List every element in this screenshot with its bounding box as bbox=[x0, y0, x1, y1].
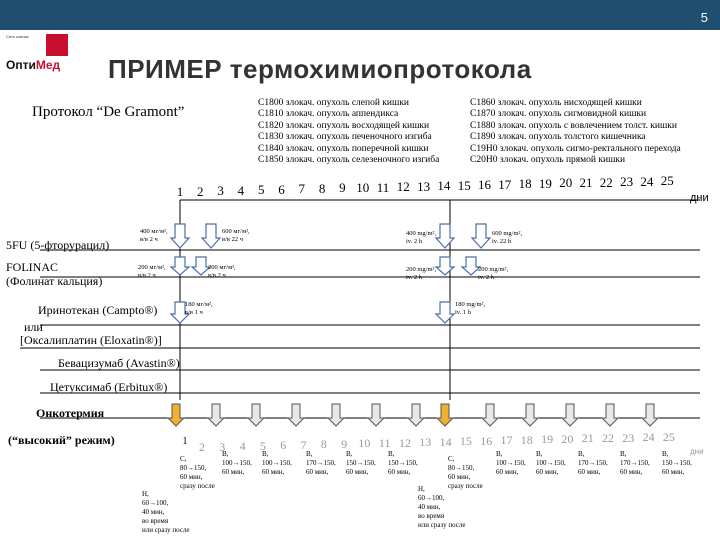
day-label-bottom: 20 bbox=[561, 431, 574, 446]
arrow-fu-day16 bbox=[472, 224, 490, 248]
dose-fu-day2: 600 мг/м², в/в 22 ч bbox=[222, 228, 250, 243]
day-label: 15 bbox=[457, 177, 471, 193]
icd-item: С1880 злокач. опухоль с вовлечением толст. кишки bbox=[470, 120, 677, 131]
day-label-bottom: 15 bbox=[459, 434, 472, 449]
onko-note-day7: В, 170→150, 60 мин, bbox=[306, 450, 336, 476]
dose-fol-day15: 200 mg/m², iv. 2 h bbox=[406, 266, 437, 281]
icd-item: С1810 злокач. опухоль аппендикса bbox=[258, 109, 399, 120]
day2-first: 1 bbox=[182, 436, 188, 447]
day-label: 20 bbox=[559, 175, 573, 191]
day-label: 16 bbox=[478, 177, 491, 193]
arrow-onko-day3 bbox=[208, 404, 224, 426]
day-label: 3 bbox=[217, 183, 224, 199]
row-label-mode: (“высокий” режим) bbox=[8, 433, 115, 447]
day-label-bottom: 24 bbox=[642, 430, 655, 445]
onko-note-day1: С, 80→150, 60 мин, сразу после bbox=[180, 455, 215, 490]
arrow-fu-day15 bbox=[436, 224, 454, 248]
arrow-onko-day21 bbox=[562, 404, 578, 426]
dose-iri-day15: 180 mg/m², iv. 1 h bbox=[455, 301, 486, 316]
row-label-5fu: 5FU (5-фторурацил) bbox=[6, 238, 110, 252]
day-label: 12 bbox=[396, 179, 410, 195]
onko-note-day21: В, 170→150, 60 мин, bbox=[578, 450, 608, 476]
arrow-fol-day1 bbox=[171, 257, 189, 275]
arrow-onko-day7 bbox=[288, 404, 304, 426]
day-label: 21 bbox=[579, 175, 593, 190]
arrow-onko-day17 bbox=[482, 404, 498, 426]
arrow-fu-day1 bbox=[171, 224, 189, 248]
day-label-bottom: 19 bbox=[541, 432, 554, 447]
day-label-bottom: 5 bbox=[259, 438, 266, 453]
row-label-folinac-ru: (Фолинат кальция) bbox=[6, 274, 103, 288]
onko-note-h-15: Н, 60→100, 40 мин, во время или сразу после bbox=[418, 485, 466, 529]
dose-iri-day1: 180 мг/м², в/в 1 ч bbox=[185, 301, 213, 316]
day-label-bottom: 8 bbox=[320, 437, 327, 452]
icd-item: С1830 злокач. опухоль печеночного изгиба bbox=[258, 132, 432, 143]
icd-item: С20Н0 злокач. опухоль прямой кишки bbox=[470, 155, 626, 166]
day-label: 25 bbox=[660, 173, 674, 189]
day-label: 5 bbox=[257, 182, 265, 198]
icd-item: С1820 злокач. опухоль восходящей кишки bbox=[258, 120, 430, 131]
onko-note-day11: В, 150→150, 60 мин, bbox=[388, 450, 418, 476]
icd-item: С1800 злокач. опухоль слепой кишки bbox=[258, 98, 410, 108]
protocol-title: Протокол “De Gramont” bbox=[32, 104, 185, 120]
day-label-bottom: 10 bbox=[358, 436, 371, 451]
day-label-bottom: 6 bbox=[280, 438, 287, 453]
arrow-onko-day19 bbox=[522, 404, 538, 426]
day-label-bottom: 12 bbox=[399, 435, 411, 450]
day-label-bottom: 23 bbox=[622, 430, 635, 445]
arrow-fu-day2 bbox=[202, 224, 220, 248]
day-label: 14 bbox=[437, 178, 451, 194]
day-label-bottom: 2 bbox=[199, 440, 205, 454]
day-label: 17 bbox=[498, 176, 512, 192]
dose-fu-day16: 600 mg/m², iv. 22 h bbox=[492, 230, 523, 245]
day-label-bottom: 4 bbox=[239, 439, 246, 454]
page-number: 5 bbox=[700, 10, 708, 25]
day-label: 4 bbox=[237, 182, 245, 198]
day-label: 19 bbox=[538, 175, 552, 191]
row-label-folinac: FOLINAC bbox=[6, 260, 59, 274]
day-label: 1 bbox=[176, 184, 184, 199]
day-label-bottom: 11 bbox=[378, 435, 391, 450]
day-label-bottom: 18 bbox=[520, 432, 533, 447]
onko-note-day25: В, 150→150, 60 мин, bbox=[662, 450, 692, 476]
onko-note-h-1: Н, 60→100, 40 мин, во время или сразу после bbox=[142, 490, 190, 534]
day-label-bottom: 22 bbox=[602, 431, 614, 445]
dose-fol-day2: 200 мг/м², в/в 2 ч bbox=[208, 264, 236, 279]
slide-title: ПРИМЕР термохимиопротокола bbox=[108, 54, 532, 84]
arrow-iri-day15 bbox=[436, 302, 454, 323]
logo-small-text: Сеть клиник bbox=[6, 34, 29, 39]
row-label-irinotecan: Иринотекан (Campto®) bbox=[38, 303, 158, 317]
onko-note-day9: В, 150→150, 60 мин, bbox=[346, 450, 376, 476]
dose-fu-day15: 400 mg/m², iv. 2 h bbox=[406, 230, 437, 245]
logo-brand-b: Мед bbox=[35, 58, 61, 72]
icd-item: С1890 злокач. опухоль толстого кишечника bbox=[470, 132, 646, 143]
day-label: 6 bbox=[278, 181, 285, 197]
arrow-onko-day1 bbox=[168, 404, 184, 426]
day-label: 7 bbox=[298, 181, 306, 197]
day-label: 11 bbox=[376, 179, 390, 195]
day-label-bottom: 21 bbox=[581, 431, 594, 446]
day-label-bottom: 13 bbox=[419, 435, 432, 450]
day-label-bottom: 25 bbox=[662, 429, 675, 444]
arrow-onko-day9 bbox=[328, 404, 344, 426]
onko-note-day5: В, 100→150, 60 мин, bbox=[262, 450, 292, 476]
row-label-oncothermia: Онкотермия bbox=[36, 406, 105, 420]
icd-item: С1840 злокач. опухоль поперечной кишки bbox=[258, 143, 429, 154]
row-label-or: или bbox=[24, 320, 43, 334]
day-label-bottom: 14 bbox=[439, 434, 452, 449]
icd-item: С1850 злокач. опухоль селезеночного изгиба bbox=[258, 155, 440, 166]
dose-fu-day1: 400 мг/м², в/в 2 ч bbox=[140, 228, 168, 243]
days-unit: дни bbox=[690, 192, 709, 204]
day-label: 22 bbox=[599, 174, 613, 190]
day-label: 23 bbox=[620, 174, 634, 190]
onko-note-day17: В, 100→150, 60 мин, bbox=[496, 450, 526, 476]
day-label: 8 bbox=[318, 180, 326, 196]
day-label-bottom: 9 bbox=[341, 436, 348, 451]
arrow-onko-day13 bbox=[408, 404, 424, 426]
days-unit-bottom: дни bbox=[690, 447, 704, 456]
day-label-bottom: 17 bbox=[500, 433, 513, 448]
day-label: 2 bbox=[197, 183, 204, 199]
arrow-onko-day5 bbox=[248, 404, 264, 426]
onko-note-day19: В, 100→150, 60 мин, bbox=[536, 450, 566, 476]
day-label: 13 bbox=[417, 178, 431, 194]
row-label-avastin: Бевацизумаб (Avastin®) bbox=[58, 356, 180, 370]
arrow-onko-day15 bbox=[437, 404, 453, 426]
arrow-onko-day25 bbox=[642, 404, 658, 426]
dose-fol-day1: 200 мг/м², в/в 2 ч bbox=[138, 264, 166, 279]
row-label-oxaliplatin: [Оксалиплатин (Eloxatin®)] bbox=[20, 333, 162, 347]
day-label-bottom: 16 bbox=[480, 433, 493, 448]
onko-note-day23: В, 170→150, 60 мин, bbox=[620, 450, 650, 476]
onko-note-day3: В, 100→150, 60 мин, bbox=[222, 450, 252, 476]
day-label: 10 bbox=[356, 179, 370, 195]
dose-fol-day16: 200 mg/m², iv. 2 h bbox=[478, 266, 509, 281]
day-label-bottom: 3 bbox=[219, 439, 226, 454]
day-label: 24 bbox=[640, 173, 654, 189]
arrow-fol-day15 bbox=[436, 257, 454, 275]
arrow-onko-day23 bbox=[602, 404, 618, 426]
icd-item: С1870 злокач. опухоль сигмовидной кишки bbox=[470, 109, 647, 120]
day-label-bottom: 7 bbox=[300, 437, 307, 452]
arrow-onko-day11 bbox=[368, 404, 384, 426]
day-label: 9 bbox=[339, 180, 346, 196]
icd-item: С19Н0 злокач. опухоль сигмо-ректального перехода bbox=[470, 143, 681, 154]
day-label: 18 bbox=[518, 176, 532, 192]
row-label-erbitux: Цетуксимаб (Erbitux®) bbox=[50, 380, 168, 394]
onko-note-day15: С, 80→150, 60 мин, сразу после bbox=[448, 455, 483, 490]
logo-brand-a: Опти bbox=[6, 58, 36, 72]
icd-item: С1860 злокач. опухоль нисходящей кишки bbox=[470, 98, 642, 108]
